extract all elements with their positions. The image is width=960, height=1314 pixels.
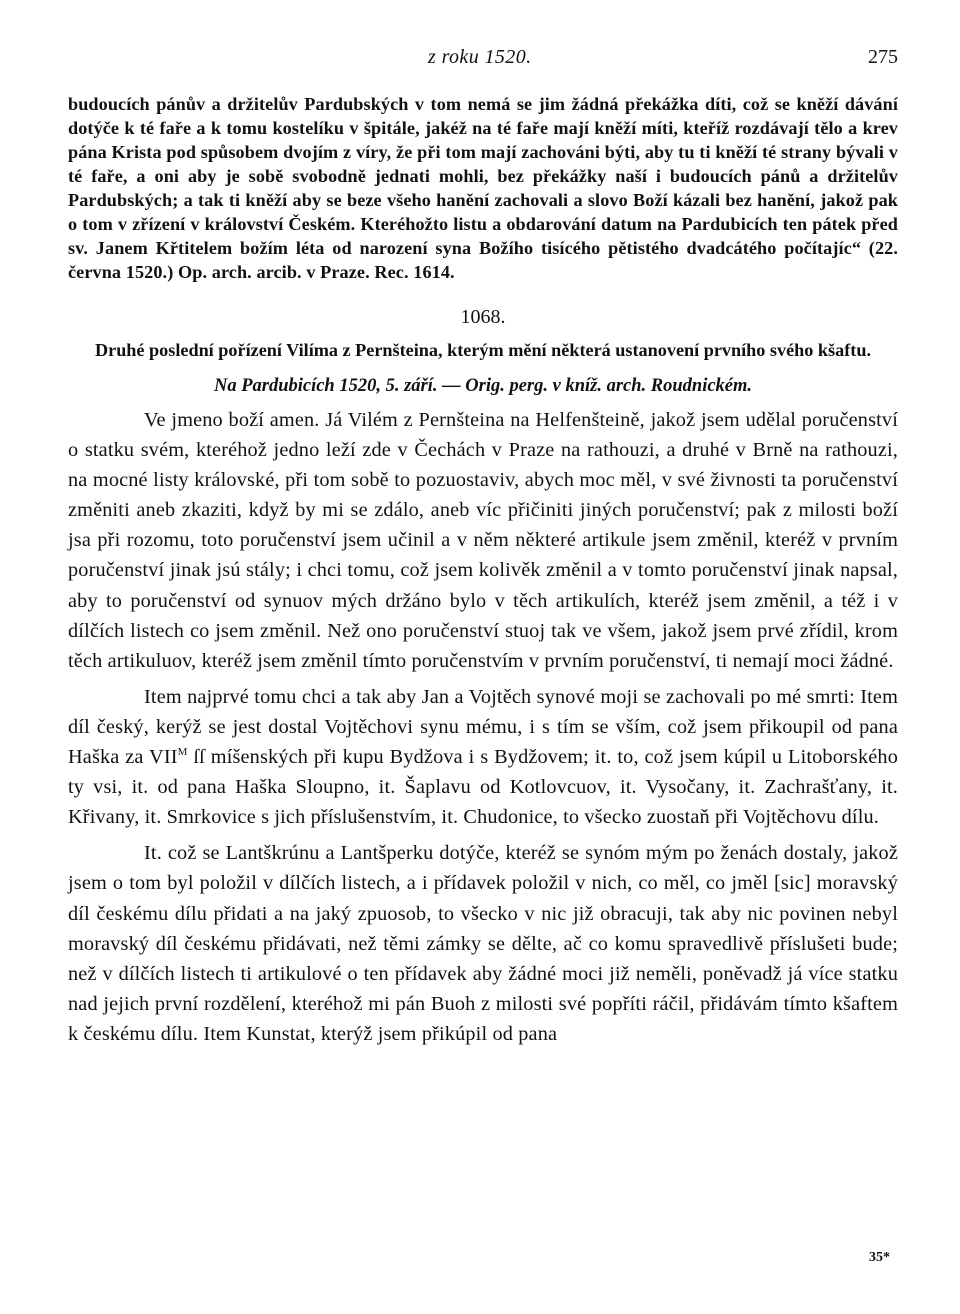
source-citation: Na Pardubicích 1520, 5. září. — Orig. perg. v kníž. arch. Roudnickém. xyxy=(213,376,753,396)
document-regest: Druhé poslední pořízení Vilíma z Pernšteina, kterým mění některá ustanovení prvního svého kšaftu. xyxy=(94,340,871,360)
body-paragraph-2-part-1: Item najprvé tomu chci a tak aby Jan a Vojtěch synové moji se zachovali po mé smrti: Item díl český, kerýž se jest dostal Vojtěchovi synu mému, i s tím se vším, což jsem přikoupil od pana Haška za VII xyxy=(68,685,898,769)
body-paragraph-2-part-2: ſſ míšenských při kupu Bydžova i s Bydžovem; it. to, což jsem kúpil u Litoborského ty vsi, it. od pana Haška Sloupno, it. Šaplavu od Kotlovcuov, it. Vysočany, it. Zachrašťany, it. Křivany, it. Smrkovice s jich příslušenstvím, it. Chudonice, to všecko zuostaň při Vojtěchovu dílu. xyxy=(68,746,898,829)
signature-mark: 35* xyxy=(869,1250,890,1265)
continuation-paragraph: budoucích pánův a držitelův Pardubských v tom nemá se jim žádná překážka díti, což se kněží dávání dotýče k té faře a k tomu kostelíku v špitále, jakéž na té faře mají kněží míti, kteříž rozdávají tělo a krev pána Krista pod spůsobem dvojím z víry, že při tom mají zachováni býti, aby tu ti kněží té strany bývali v té faře, a oni aby je sobě svobodně jednati mohli, bez překážky naší i budoucích pánů a držitelův Pardubských; a tak ti kněží aby se beze všeho hanění zachovali a slovo Boží kázali bez hanění, jakož pak o tom v zřízení v království Českém. Kteréhožto listu a obdarování datum na Pardubicích ten pátek před sv. Janem Křtitelem božím léta od narození syna Božího tisícého pětistého dvadcátého počítajíc“ (22. června 1520.) Op. arch. arcib. v Praze. Rec. 1614. xyxy=(68,94,898,282)
running-head: z roku 1520. xyxy=(428,46,532,68)
body-paragraph-2 xyxy=(68,682,898,832)
body-paragraph-1: Ve jmeno boží amen. Já Vilém z Pernšteina na Helfenšteině, jakož jsem udělal poručenství o statku svém, kteréhož jedno leží zde v Čechách v Praze na rathouzi, a druhé v Brně na rathouzi, na mocné listy královské, při tom sobě to pozuostaviv, abych moc měl, v své živnosti ta poručenství změniti aneb zkaziti, když by mi se zdálo, aneb víc přičiniti jiných poručenství; pak z milosti boží jsa při rozomu, toto poručenství jsem učinil a v něm některé artikule jsem změnil, kteréž v prvním poručenství jinak jsú stály; i chci tomu, což jsem kolivěk změnil a v tomto poručenství jinak napsal, aby to poručenství od synuov mých držáno bylo v těch artikulích, kteréž jsem změnil, a též i v dílčích listech co jsem změnil. Než ono poručenství stuoj tak ve všem, jakož jsem prvé zřídil, krom těch artikuluov, kteréž jsem změnil tímto poručenstvím v prvním poručenství, ti nemají moci žádné. xyxy=(68,409,898,672)
page-number: 275 xyxy=(868,46,898,68)
document-page xyxy=(68,44,898,1284)
document-number: 1068. xyxy=(460,306,506,328)
body-paragraph-3: It. což se Lantškrúnu a Lantšperku dotýče, kteréž se synóm mým po ženách dostaly, jakož jsem o tom byl položil v dílčích listech, a i přídavek položil v nich, co měl, co jměl [sic] moravský díl českému dílu přidati a na jaký zpuosob, to všecko v nic již obracuji, tak aby nic povinen nebyl moravský díl českému přidávati, než těmi zámky se dělte, ač co komu spravedlivě příslušeti bude; než v dílčích listech ti artikulové o ten přídavek aby žádné moci již neměli, poněvadž já více statku nad jejich první rozdělení, kteréhož mi pán Buoh z milosti své popříti ráčil, přidávám tímto kšaftem k českému dílu. Item Kunstat, kterýž jsem přikúpil od pana xyxy=(68,842,898,1045)
page-header xyxy=(68,44,898,74)
superscript-m: M xyxy=(177,746,188,759)
